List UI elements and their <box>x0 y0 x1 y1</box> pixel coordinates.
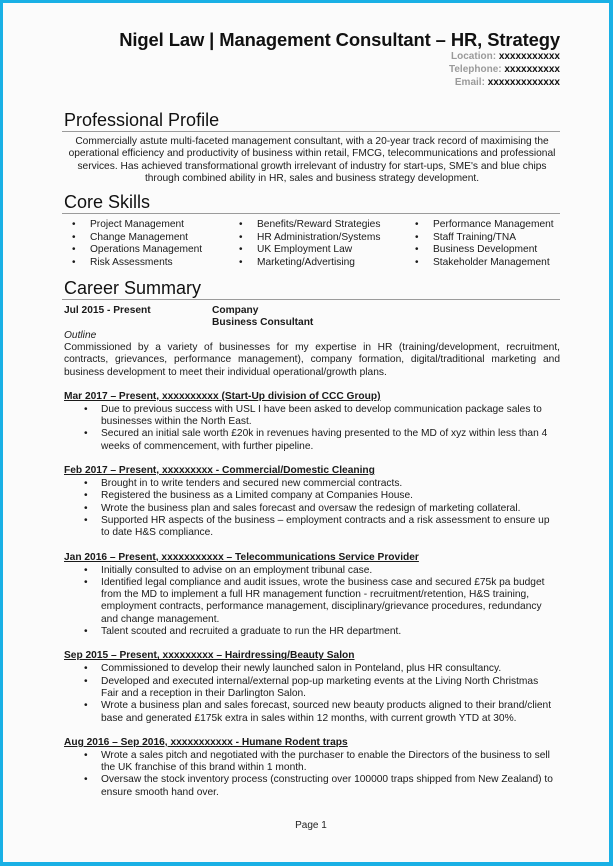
section-professional-profile <box>62 110 560 185</box>
role-bullet: • Brought in to write tenders and secured new commercial contracts. <box>62 478 560 490</box>
skills-column <box>415 219 554 269</box>
role-title: Aug 2016 – Sep 2016, xxxxxxxxxxx - Humane Rodent traps <box>64 736 348 748</box>
outline-text: Commissioned by a variety of businesses for my expertise in HR (training/development, recruitment, contracts, grievances, performance management), company formation, digital/traditional marketing and business development to meet their individual operational/growth plans. <box>64 342 560 378</box>
role-entry <box>62 737 560 799</box>
role-bullets <box>62 750 560 799</box>
skill-item: • Benefits/Reward Strategies <box>239 219 380 232</box>
role-title: Mar 2017 – Present, xxxxxxxxxx (Start-Up division of CCC Group) <box>64 390 381 402</box>
job-company-block <box>212 305 313 329</box>
contact-telephone <box>449 63 560 76</box>
role-bullet: • Developed and executed internal/external pop-up marketing events at the Living North Christmas Fair and a reception in their Darlington Salon. <box>62 676 560 701</box>
role-bullet: • Secured an initial sale worth £20k in revenues having presented to the MD of xyz within less than 4 weeks of commencement, with further pipeline. <box>62 428 560 453</box>
role-bullet: • Supported HR aspects of the business – employment contracts and a risk assessment to ensure up to date H&S compliance. <box>62 515 560 540</box>
skill-item: • Operations Management <box>72 244 202 257</box>
skill-item: • UK Employment Law <box>239 244 380 257</box>
skill-item: • Performance Management <box>415 219 554 232</box>
section-heading: Core Skills <box>62 192 560 214</box>
role-title: Sep 2015 – Present, xxxxxxxxx – Hairdressing/Beauty Salon <box>64 650 355 662</box>
contact-block <box>449 50 560 89</box>
skill-item: • Business Development <box>415 244 554 257</box>
role-bullets <box>62 663 560 724</box>
job-position: Business Consultant <box>212 317 314 328</box>
job-header <box>62 305 560 330</box>
skill-item: • Change Management <box>72 232 202 245</box>
role-entry <box>62 465 560 539</box>
role-bullets <box>62 565 560 639</box>
resume-title: Nigel Law | Management Consultant – HR, Strategy <box>119 29 560 50</box>
profile-text: Commercially astute multi-faceted management consultant, with a 20-year track record of maximising the operational efficiency and productivity of business within retail, FMCG, telecommunications and professional services. Has achieved transformational growth irrelevant of industry for start-ups, SME's and blue chips through combined ability in HR, sales and business strategy development. <box>68 136 556 184</box>
section-core-skills <box>62 192 560 271</box>
skill-item: • Project Management <box>72 219 202 232</box>
section-heading: Professional Profile <box>62 110 560 132</box>
role-bullets <box>62 478 560 539</box>
role-bullet: • Wrote a business plan and sales forecast, sourced new beauty products aligned to their brand/client base and generated £175k extra in sales within 12 months, with current growth YTD at 30%. <box>62 700 560 725</box>
role-bullet: • Identified legal compliance and audit issues, wrote the business case and secured £75k pa budget from the MD to implement a full HR management function - recruitment/retention, H&S training, employment contracts, performance management, disciplinary/grievance procedures, redundancy and change management. <box>62 577 560 626</box>
contact-location <box>449 50 560 63</box>
role-bullet: • Due to previous success with USL I have been asked to develop communication package sales to businesses within the North East. <box>62 404 560 429</box>
role-entry <box>62 552 560 639</box>
role-bullet: • Talent scouted and recruited a graduate to run the HR department. <box>62 626 560 638</box>
job-dates: Jul 2015 - Present <box>64 305 151 316</box>
outline-label: Outline <box>64 330 97 341</box>
skill-item: • HR Administration/Systems <box>239 232 380 245</box>
role-bullet: • Wrote the business plan and sales forecast and oversaw the redesign of marketing collateral. <box>62 503 560 515</box>
contact-value: xxxxxxxxxxxxx <box>487 77 560 88</box>
role-bullet: • Wrote a sales pitch and negotiated with the purchaser to enable the Directors of the business to sell the UK franchise of this brand within 1 month. <box>62 750 560 775</box>
job-company: Company <box>212 305 259 316</box>
role-title: Feb 2017 – Present, xxxxxxxxx - Commercial/Domestic Cleaning <box>64 465 375 477</box>
page-number: Page 1 <box>295 820 327 831</box>
contact-label: Telephone: <box>449 64 505 75</box>
contact-value: xxxxxxxxxx <box>504 64 560 75</box>
skill-item: • Marketing/Advertising <box>239 257 380 270</box>
contact-email <box>449 76 560 89</box>
section-career-summary <box>62 278 560 799</box>
role-bullet: • Oversaw the stock inventory process (constructing over 100000 traps shipped from New Zealand) to ensure smooth hand over. <box>62 774 560 799</box>
role-entry <box>62 650 560 724</box>
skills-column <box>239 219 380 269</box>
section-heading: Career Summary <box>62 278 560 300</box>
contact-label: Location: <box>451 51 499 62</box>
skills-column <box>72 219 202 269</box>
skill-item: • Staff Training/TNA <box>415 232 554 245</box>
role-title: Jan 2016 – Present, xxxxxxxxxxx – Telecommunications Service Provider <box>64 551 419 563</box>
role-bullet: • Commissioned to develop their newly launched salon in Ponteland, plus HR consultancy. <box>62 663 560 675</box>
skills-grid <box>62 219 560 271</box>
role-bullets <box>62 404 560 453</box>
role-bullet: • Initially consulted to advise on an employment tribunal case. <box>62 565 560 577</box>
contact-label: Email: <box>454 77 488 88</box>
skill-item: • Stakeholder Management <box>415 257 554 270</box>
role-bullet: • Registered the business as a Limited company at Companies House. <box>62 490 560 502</box>
role-entry <box>62 391 560 453</box>
contact-value: xxxxxxxxxxx <box>498 51 560 62</box>
skill-item: • Risk Assessments <box>72 257 202 270</box>
